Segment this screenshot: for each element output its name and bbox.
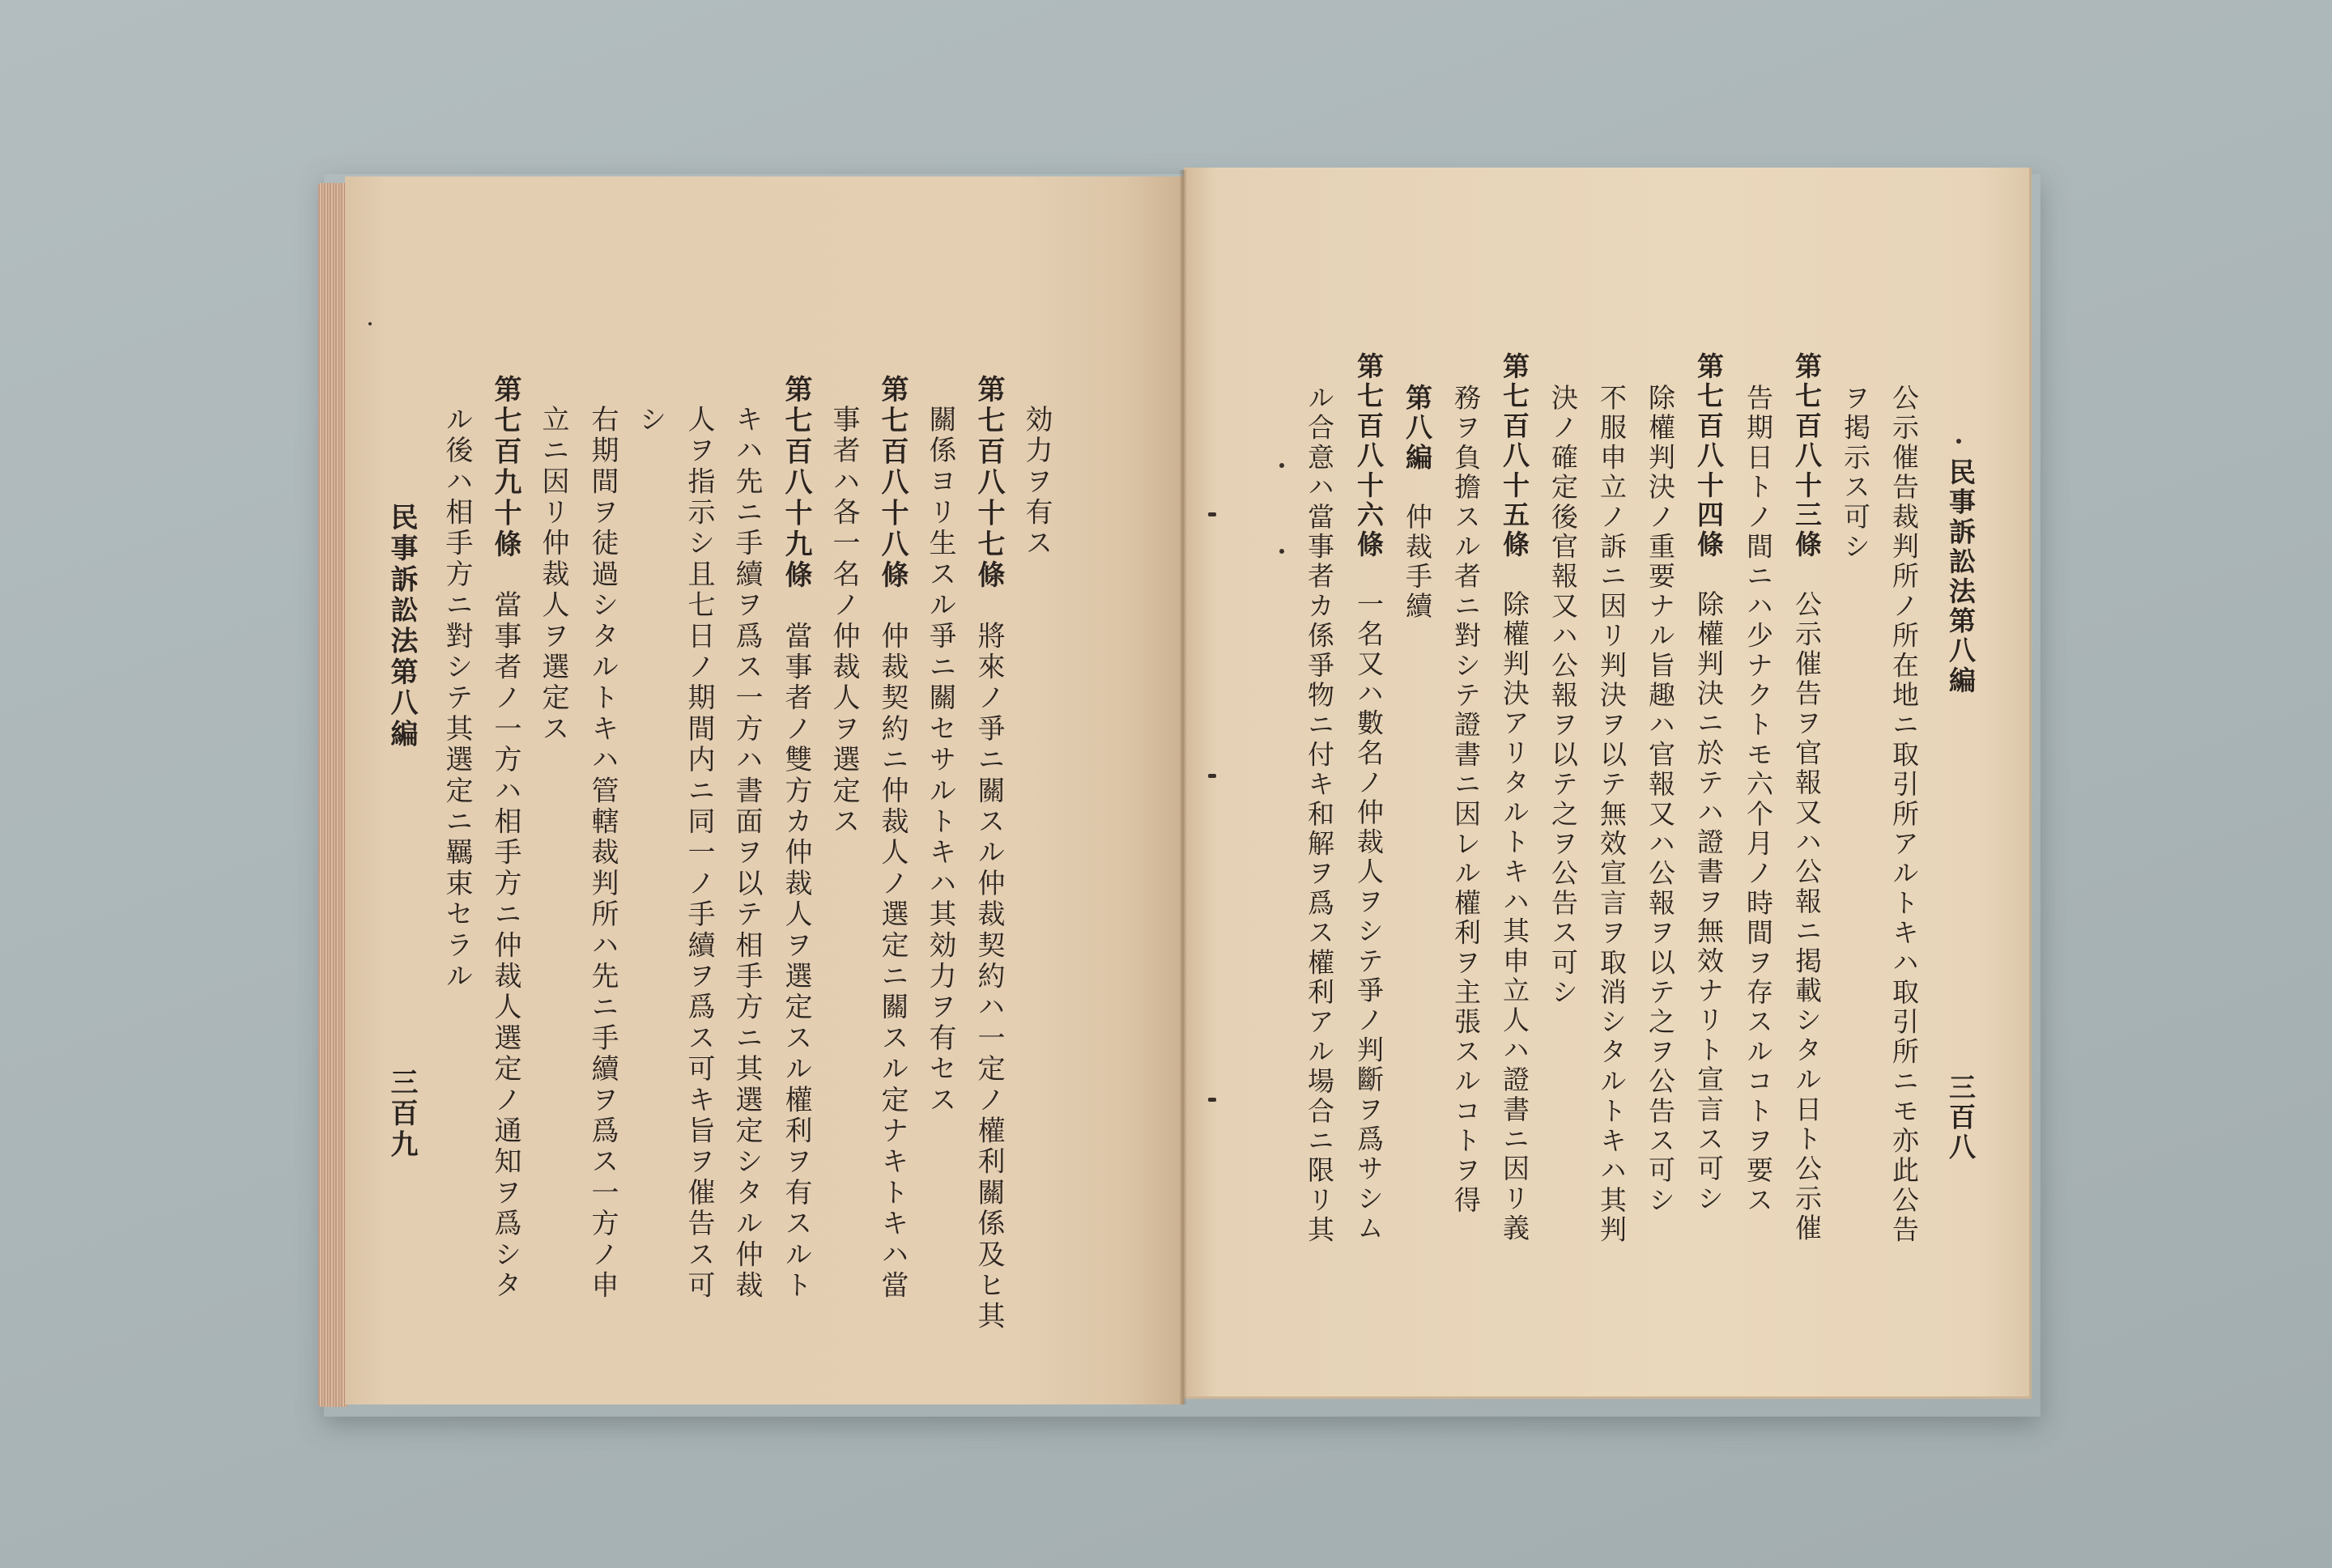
left-running-head: 民事訴訟法第八編 xyxy=(385,503,418,750)
article-line xyxy=(868,375,917,1302)
page-edge-stack xyxy=(318,183,347,1407)
line-text: キハ先ニ手續ヲ爲ス一方ハ書面ヲ以テ相手方ニ其選定シタル仲裁 xyxy=(730,405,763,1302)
article-text: 除權判決アリタルトキハ其申立人ハ證書ニ因リ義 xyxy=(1499,589,1530,1244)
article-text: 一名又ハ數名ノ仲裁人ヲシテ爭ノ判斷ヲ爲サシム xyxy=(1353,589,1385,1244)
line-text: 務ヲ負擔スル者ニ對シテ證書ニ因レル權利ヲ主張スルコトヲ得 xyxy=(1450,384,1482,1216)
part-title: 仲裁手續 xyxy=(1402,503,1433,622)
line-text: 人ヲ指示シ且七日ノ期間内ニ同一ノ手續ヲ爲ス可キ旨ヲ催告ス可 xyxy=(683,405,715,1302)
article-number: 第七百八十七條 xyxy=(972,375,1005,592)
ink-speck xyxy=(1279,549,1284,554)
article-line xyxy=(1344,352,1393,1243)
line-text: シ xyxy=(634,405,666,436)
article-text: 將來ノ爭ニ關スル仲裁契約ハ一定ノ權利關係及ヒ其 xyxy=(972,621,1005,1333)
text-line xyxy=(1295,384,1343,1245)
article-text: 仲裁契約ニ仲裁人ノ選定ニ關スル定ナキトキハ當 xyxy=(876,621,909,1302)
line-text: 立ニ因リ仲裁人ヲ選定ス xyxy=(537,405,569,746)
article-line xyxy=(772,375,820,1302)
article-number: 第七百九十條 xyxy=(489,375,521,561)
text-line xyxy=(578,405,627,1302)
line-text: 公示催告裁判所ノ所在地ニ取引所アルトキハ取引所ニモ亦此公告 xyxy=(1888,384,1920,1246)
article-text: 當事者ノ雙方カ仲裁人ヲ選定スル權利ヲ有スルト xyxy=(780,621,812,1302)
text-line xyxy=(1636,384,1684,1216)
text-line xyxy=(1879,384,1928,1245)
book-spine xyxy=(1179,170,1187,1404)
ink-speck xyxy=(1956,439,1961,444)
line-text: ヲ掲示ス可シ xyxy=(1840,384,1871,563)
line-text: 決ノ確定後官報又ハ公報ヲ以テ之ヲ公告ス可シ xyxy=(1547,384,1579,1008)
ink-speck xyxy=(368,322,372,325)
stitch-hole xyxy=(1208,774,1216,778)
article-line xyxy=(1782,352,1831,1243)
text-line xyxy=(819,405,868,838)
line-text: 不服申立ノ訴ニ因リ判決ヲ以テ無效宣言ヲ取消シタルトキハ其判 xyxy=(1596,384,1628,1246)
text-line xyxy=(1441,384,1490,1216)
part-heading xyxy=(1393,384,1441,622)
article-number: 第七百八十五條 xyxy=(1499,352,1530,560)
article-number: 第七百八十四條 xyxy=(1693,352,1725,560)
right-page-number: 三百八 xyxy=(1945,1073,1977,1163)
right-running-head: 民事訴訟法第八編 xyxy=(1945,458,1977,696)
text-line xyxy=(1538,384,1587,1008)
left-page-number: 三百九 xyxy=(385,1068,418,1161)
article-line xyxy=(481,375,530,1302)
stitch-hole xyxy=(1208,512,1216,516)
article-number: 第七百八十六條 xyxy=(1353,352,1385,560)
article-text: 除權判決ニ於テハ證書ヲ無效ナリト宣言ス可シ xyxy=(1693,589,1725,1214)
article-line xyxy=(964,375,1013,1332)
article-number: 第七百八十八條 xyxy=(876,375,909,592)
line-text: ル合意ハ當事者カ係爭物ニ付キ和解ヲ爲ス權利アル場合ニ限リ其 xyxy=(1304,384,1335,1246)
article-text: 公示催告ヲ官報又ハ公報ニ掲載シタル日ト公示催 xyxy=(1791,589,1823,1244)
text-line xyxy=(529,405,577,745)
text-line xyxy=(916,405,964,1116)
ink-speck xyxy=(1279,463,1284,468)
text-line xyxy=(432,405,481,992)
line-text: ル後ハ相手方ニ對シテ其選定ニ羈束セラル xyxy=(440,405,473,992)
text-line xyxy=(1012,405,1061,559)
line-text: 右期間ヲ徒過シタルトキハ管轄裁判所ハ先ニ手續ヲ爲ス一方ノ申 xyxy=(586,405,619,1302)
text-line xyxy=(1587,384,1636,1245)
text-line xyxy=(722,405,771,1302)
line-text: 除權判決ノ重要ナル旨趣ハ官報又ハ公報ヲ以テ之ヲ公告ス可シ xyxy=(1645,384,1676,1216)
line-text: 關係ヨリ生スル爭ニ關セサルトキハ其効力ヲ有セス xyxy=(924,405,956,1116)
article-number: 第七百八十三條 xyxy=(1791,352,1823,560)
text-line xyxy=(626,405,674,436)
line-text: 効力ヲ有ス xyxy=(1020,405,1053,559)
article-text: 當事者ノ一方ハ相手方ニ仲裁人選定ノ通知ヲ爲シタ xyxy=(489,590,521,1302)
article-line xyxy=(1490,352,1538,1243)
text-line xyxy=(1734,384,1782,1216)
article-number: 第七百八十九條 xyxy=(780,375,812,592)
line-text: 事者ハ各一名ノ仲裁人ヲ選定ス xyxy=(828,405,860,838)
part-number: 第八編 xyxy=(1402,384,1433,474)
text-line xyxy=(1831,384,1879,562)
stitch-hole xyxy=(1208,1098,1216,1102)
text-line xyxy=(674,405,723,1302)
line-text: 告期日トノ間ニハ少ナクトモ六个月ノ時間ヲ存スルコトヲ要ス xyxy=(1743,384,1774,1216)
article-line xyxy=(1684,352,1733,1214)
